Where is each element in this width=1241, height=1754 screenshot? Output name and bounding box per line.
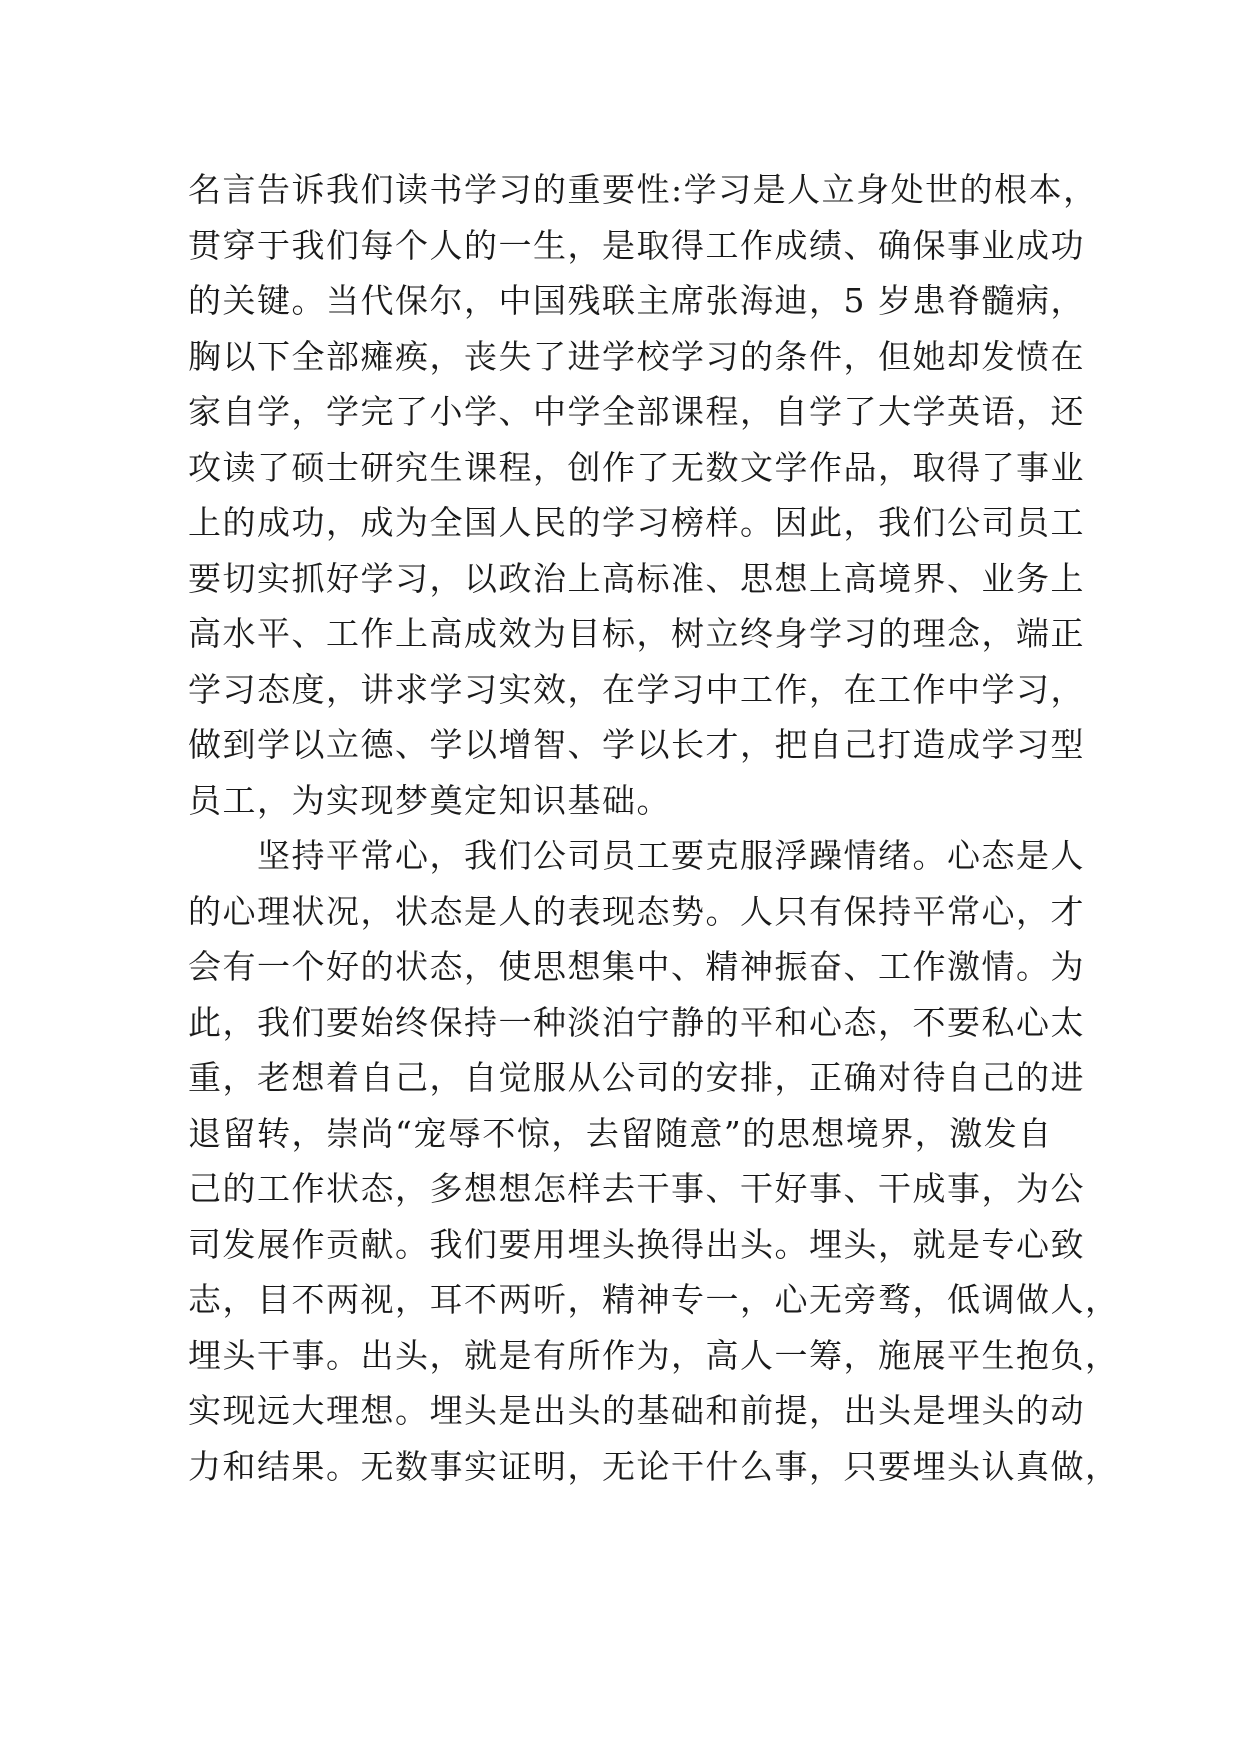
text-line: 司发展作贡献。我们要用埋头换得出头。埋头，就是专心致 — [188, 1224, 1085, 1264]
text-line: 员工，为实现梦奠定知识基础。 — [188, 780, 671, 820]
text-line: 此，我们要始终保持一种淡泊宁静的平和心态，不要私心太 — [188, 1002, 1085, 1042]
text-line: 高水平、工作上高成效为目标，树立终身学习的理念，端正 — [188, 614, 1085, 653]
text-line: 力和结果。无数事实证明，无论干什么事，只要埋头认真做， — [188, 1446, 1120, 1486]
text-line: 退留转，崇尚“宠辱不惊，去留随意”的思想境界，激发自 — [188, 1113, 1053, 1153]
text-line: 坚持平常心，我们公司员工要克服浮躁情绪。心态是人 — [188, 836, 1085, 875]
text-line: 实现远大理想。埋头是出头的基础和前提，出头是埋头的动 — [188, 1391, 1085, 1430]
text-line: 上的成功，成为全国人民的学习榜样。因此，我们公司员工 — [188, 503, 1085, 542]
text-line: 重，老想着自己，自觉服从公司的安排，正确对待自己的进 — [188, 1058, 1085, 1097]
body-text — [188, 162, 1120, 1494]
text-line: 家自学，学完了小学、中学全部课程，自学了大学英语，还 — [188, 392, 1085, 431]
text-line: 会有一个好的状态，使思想集中、精神振奋、工作激情。为 — [188, 947, 1085, 986]
text-line: 贯穿于我们每个人的一生，是取得工作成绩、确保事业成功 — [188, 225, 1085, 265]
text-line: 志，目不两视，耳不两听，精神专一，心无旁骛，低调做人， — [188, 1280, 1120, 1319]
text-line: 名言告诉我们读书学习的重要性:学习是人立身处世的根本， — [188, 170, 1098, 209]
text-line: 的心理状况，状态是人的表现态势。人只有保持平常心，才 — [188, 891, 1085, 931]
text-line: 要切实抓好学习，以政治上高标准、思想上高境界、业务上 — [188, 558, 1085, 598]
text-line: 胸以下全部瘫痪，丧失了进学校学习的条件，但她却发愤在 — [188, 336, 1085, 376]
text-line: 埋头干事。出头，就是有所作为，高人一筹，施展平生抱负， — [188, 1335, 1120, 1375]
text-line: 的关键。当代保尔，中国残联主席张海迪，5 岁患脊髓病， — [188, 281, 1085, 320]
text-line: 己的工作状态，多想想怎样去干事、干好事、干成事，为公 — [188, 1169, 1085, 1208]
text-line: 做到学以立德、学以增智、学以长才，把自己打造成学习型 — [188, 725, 1085, 764]
text-line: 攻读了硕士研究生课程，创作了无数文学作品，取得了事业 — [188, 447, 1085, 487]
text-line: 学习态度，讲求学习实效，在学习中工作，在工作中学习， — [188, 669, 1085, 709]
